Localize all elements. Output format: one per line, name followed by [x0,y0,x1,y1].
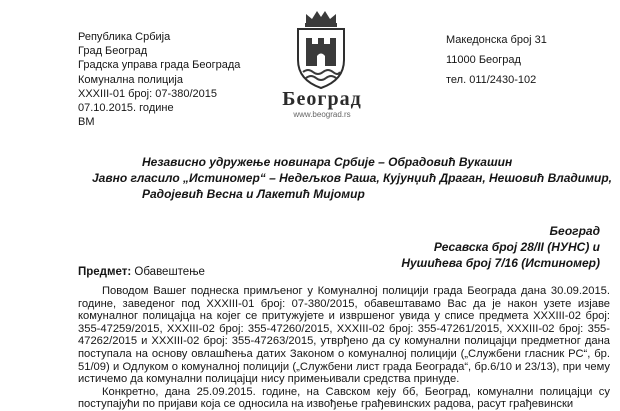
recipient-line: Радојевић Весна и Лакетић Мијомир [142,187,365,201]
subject-text: Обавештење [134,266,205,278]
coat-of-arms-icon [290,8,352,90]
sender-line: Градска управа града Београда [78,59,241,72]
body-paragraph: Поводом Вашег поднеска примљеног у Комуналној полицији града Београда дана 30.09.2015. године, заведеног под XXXIII-01 број: 07-380/2015, обавештавамо Вас да је након узете изјаве комуналног полицајца на којег се притужујете и извршеног увида у списе предмета XXXIII-02 број: 355-47259/2015, XXXIII-02 број: 355-47260/2015, XXXIII-02 број: 355-47261/2015, XXXIII-02 број: 355-47262/2015 и XXXIII-02 број: 355-47263/2015, утврђено да су комунални полицајци предметног дана поступала на основу овлашћења датих Законом о комуналној полицији („Службени гласник РС“, бр. 51/09) и Одлуком о комуналној полицији („Службени лист града Београда“, бр.6/10 и 23/13), при чему истичемо да комунални полицајци нису примењивали средства принуде. [78,285,610,386]
contact-block [446,30,547,90]
contact-postal: 11000 Београд [446,54,521,66]
contact-phone: тел. 011/2430-102 [446,74,537,86]
recipients-block [92,154,612,202]
logo-wordmark: Београд [282,88,362,110]
subject-label: Предмет: [78,266,132,278]
letter-date: 07.10.2015. године [78,102,174,115]
sender-line: Град Београд [78,45,148,58]
sender-line: Република Србија [78,31,171,43]
subject-line [78,266,205,278]
body-paragraph: Конкретно, дана 25.09.2015. године, на Савском кеју бб, Београд, комунални полицајци су поступајући по пријави која се односила на извођење грађевинских радова, расут грађевински [78,385,610,411]
address-line: Нушићева број 7/16 (Истиномер) [401,256,600,270]
address-line: Ресавска број 28/II (НУНС) и [433,240,600,254]
address-line: Београд [549,224,600,238]
contact-street: Македонска број 31 [446,34,547,46]
reference-number: XXXIII-01 број: 07-380/2015 [78,87,218,100]
belgrade-logo [262,8,380,120]
sender-line: Комунална полиција [78,73,183,86]
recipient-line: Јавно гласило „Истиномер“ – Недељков Раша, Кујунџић Драган, Нешовић Владимир, [92,171,613,185]
recipient-address [401,223,600,271]
letter-body [78,285,610,411]
sender-block [78,30,240,129]
recipient-line: Независно удружење новинара Србије – Обрадовић Вукашин [142,155,513,169]
sender-initials: ВМ [78,116,95,129]
logo-url: www.beograd.rs [293,110,351,119]
